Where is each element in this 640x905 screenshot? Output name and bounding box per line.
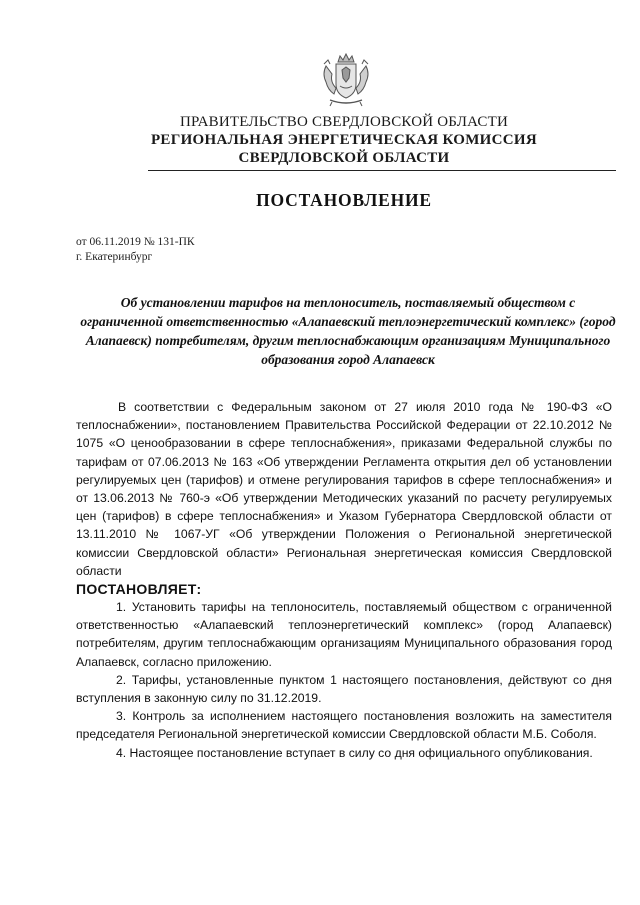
resolution-item: 3. Контроль за исполнением настоящего постановления возложить на заместителя председателя Региональной энергетической комиссии Свердловской области М.Б. Соболя. <box>76 709 612 742</box>
resolves-heading: ПОСТАНОВЛЯЕТ: <box>76 581 202 598</box>
document-subject: Об установлении тарифов на теплоноситель, поставляемый обществом с ограниченной ответственностью «Алапаевский теплоэнергетический комплекс» (город Алапаевск) потребителям, другим теплоснабжающим организациям Муниципального образования город Алапаевск <box>80 295 616 367</box>
document-city: г. Екатеринбург <box>76 251 153 263</box>
organization-line-3: СВЕРДЛОВСКОЙ ОБЛАСТИ <box>238 150 450 166</box>
resolution-item: 1. Установить тарифы на теплоноситель, поставляемый обществом с ограниченной ответственностью «Алапаевский теплоэнергетический комплекс» (город Алапаевск) потребителям, другим теплоснабжающим организациям Муниципального образования город Алапаевск, согласно приложению. <box>76 600 612 669</box>
intro-paragraph: В соответствии с Федеральным законом от 27 июля 2010 года № 190-ФЗ «О теплоснабжении», постановлением Правительства Российской Федерации от 22.10.2012 № 1075 «О ценообразовании в сфере теплоснабжения», приказами Федеральной службы по тарифам от 07.06.2013 № 163 «Об утверждении Регламента открытия дел об установлении регулируемых цен (тарифов) и отмене регулирования тарифов в сфере теплоснабжения» и от 13.06.2013 № 760-э «Об утверждении Методических указаний по расчету регулируемых цен (тарифов) в сфере теплоснабжения» и Указом Губернатора Свердловской области от 13.11.2010 № 1067-УГ «Об утверждении Положения о Региональной энергетической комиссии Свердловской области» Региональная энергетическая комиссия Свердловской области <box>76 400 612 578</box>
header-divider <box>148 170 616 171</box>
document-title: ПОСТАНОВЛЕНИЕ <box>256 190 432 210</box>
document-body <box>76 398 612 762</box>
resolution-item: 2. Тарифы, установленные пунктом 1 настоящего постановления, действуют со дня вступления в законную силу по 31.12.2019. <box>76 672 612 706</box>
resolution-item: 4. Настоящее постановление вступает в силу со дня официального опубликования. <box>116 745 593 760</box>
coat-of-arms-emblem-icon <box>318 52 374 108</box>
document-date-number: от 06.11.2019 № 131-ПК <box>76 236 195 248</box>
organization-line-1: ПРАВИТЕЛЬСТВО СВЕРДЛОВСКОЙ ОБЛАСТИ <box>179 114 509 130</box>
organization-line-2: РЕГИОНАЛЬНАЯ ЭНЕРГЕТИЧЕСКАЯ КОМИССИЯ <box>150 132 538 148</box>
